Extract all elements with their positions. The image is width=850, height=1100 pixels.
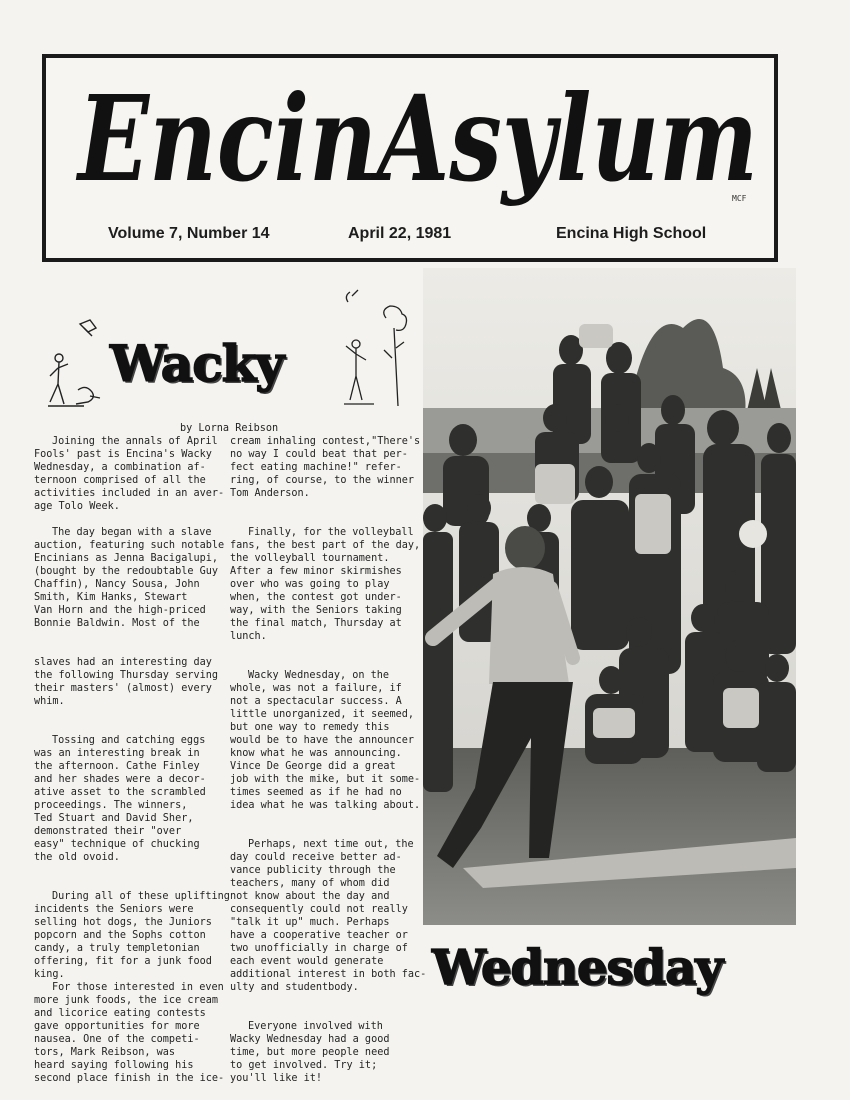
- col2-line: have a cooperative teacher or: [230, 930, 408, 941]
- col2-line: consequently could not really: [230, 904, 408, 915]
- headline-wednesday: Wednesday: [432, 940, 723, 996]
- col1-line: king.: [34, 969, 65, 980]
- col1-line: The day began with a slave: [52, 527, 212, 538]
- col2-line: not know about the day and: [230, 891, 390, 902]
- stick-figure-doodle-left: [44, 318, 114, 410]
- masthead-box: [42, 54, 778, 262]
- col2-line: vance publicity through the: [230, 865, 396, 876]
- article-column-2: [230, 435, 426, 1085]
- col2-line: Wacky Wednesday, on the: [248, 670, 390, 681]
- group-photo: [423, 268, 796, 925]
- col2-line: fans, the best part of the day,: [230, 540, 421, 551]
- col1-line: incidents the Seniors were: [34, 904, 194, 915]
- col1-line: nausea. One of the competi-: [34, 1034, 200, 1045]
- col1-line: Encinians as Jenna Bacigalupi,: [34, 553, 219, 564]
- col1-line: second place finish in the ice-: [34, 1073, 225, 1084]
- col2-line: ring, of course, to the winner: [230, 475, 415, 486]
- col1-line: slaves had an interesting day: [34, 657, 212, 668]
- col1-line: gave opportunities for more: [34, 1021, 200, 1032]
- col1-line: ative asset to the scrambled: [34, 787, 206, 798]
- col2-line: little unorganized, it seemed,: [230, 709, 415, 720]
- col2-line: way, with the Seniors taking: [230, 605, 402, 616]
- col2-line: over who was going to play: [230, 579, 390, 590]
- col2-line: you'll like it!: [230, 1073, 323, 1084]
- col1-line: ternoon comprised of all the: [34, 475, 206, 486]
- col1-line: the old ovoid.: [34, 852, 120, 863]
- col1-line: Joining the annals of April: [52, 436, 218, 447]
- tree-figure-doodle: [334, 288, 414, 412]
- col1-line: For those interested in even: [52, 982, 224, 993]
- col1-line: (bought by the redoubtable Guy: [34, 566, 219, 577]
- col2-line: Wacky Wednesday had a good: [230, 1034, 390, 1045]
- col2-line: to get involved. Try it;: [230, 1060, 378, 1071]
- col1-line: was an interesting break in: [34, 748, 200, 759]
- col2-line: cream inhaling contest,"There's: [230, 436, 421, 447]
- col2-line: each event would generate: [230, 956, 384, 967]
- col1-line: more junk foods, the ice cream: [34, 995, 219, 1006]
- col1-line: Tossing and catching eggs: [52, 735, 206, 746]
- col1-line: easy" technique of chucking: [34, 839, 200, 850]
- col2-line: Finally, for the volleyball: [248, 527, 414, 538]
- col1-line: tors, Mark Reibson, was: [34, 1047, 176, 1058]
- col1-line: age Tolo Week.: [34, 501, 120, 512]
- col2-line: lunch.: [230, 631, 267, 642]
- col1-line: Wednesday, a combination af-: [34, 462, 206, 473]
- col2-line: no way I could beat that per-: [230, 449, 408, 460]
- col2-line: teachers, many of whom did: [230, 878, 390, 889]
- col1-line: activities included in an aver-: [34, 488, 225, 499]
- col2-line: Vince De George did a great: [230, 761, 396, 772]
- col1-line: demonstrated their "over: [34, 826, 182, 837]
- col2-line: but one way to remedy this: [230, 722, 390, 733]
- col1-line: popcorn and the Sophs cotton: [34, 930, 206, 941]
- headline-wacky: Wacky: [110, 334, 284, 393]
- byline: [180, 422, 278, 435]
- col2-line: Tom Anderson.: [230, 488, 310, 499]
- col1-line: offering, fit for a junk food: [34, 956, 212, 967]
- artist-initials: MCF: [732, 194, 747, 203]
- col2-line: the volleyball tournament.: [230, 553, 390, 564]
- col1-line: auction, featuring such notable: [34, 540, 225, 551]
- col1-line: proceedings. The winners,: [34, 800, 188, 811]
- col1-line: Bonnie Baldwin. Most of the: [34, 618, 200, 629]
- masthead-logo: [74, 60, 764, 220]
- col2-line: job with the mike, but it some-: [230, 774, 421, 785]
- col2-line: Perhaps, next time out, the: [248, 839, 414, 850]
- col1-line: and licorice eating contests: [34, 1008, 206, 1019]
- col1-line: Chaffin), Nancy Sousa, John: [34, 579, 200, 590]
- col1-line: the afternoon. Cathe Finley: [34, 761, 200, 772]
- col2-line: After a few minor skirmishes: [230, 566, 402, 577]
- volume-number: Volume 7, Number 14: [108, 225, 270, 242]
- col2-line: Everyone involved with: [248, 1021, 383, 1032]
- col1-line: their masters' (almost) every: [34, 683, 212, 694]
- school-name: Encina High School: [556, 225, 707, 242]
- col1-line: the following Thursday serving: [34, 670, 219, 681]
- col1-line: Smith, Kim Hanks, Stewart: [34, 592, 188, 603]
- col2-line: whole, was not a failure, if: [230, 683, 402, 694]
- col2-line: time, but more people need: [230, 1047, 390, 1058]
- col2-line: additional interest in both fac-: [230, 969, 427, 980]
- byline-text: by Lorna Reibson: [180, 423, 279, 434]
- col2-line: the final match, Thursday at: [230, 618, 402, 629]
- article-column-1: [34, 435, 230, 1085]
- col1-line: During all of these uplifting: [52, 891, 230, 902]
- col2-line: "talk it up" much. Perhaps: [230, 917, 390, 928]
- col2-line: when, the contest got under-: [230, 592, 402, 603]
- col2-line: times seemed as if he had no: [230, 787, 402, 798]
- col2-line: fect eating machine!" refer-: [230, 462, 402, 473]
- col2-line: would be to have the announcer: [230, 735, 415, 746]
- col1-line: and her shades were a decor-: [34, 774, 206, 785]
- col2-line: know what he was announcing.: [230, 748, 402, 759]
- col1-line: Fools' past is Encina's Wacky: [34, 449, 212, 460]
- col2-line: ulty and studentbody.: [230, 982, 359, 993]
- masthead-title: EncinAsylum: [75, 69, 759, 208]
- col2-line: two unofficially in charge of: [230, 943, 408, 954]
- col2-line: not a spectacular success. A: [230, 696, 402, 707]
- col2-line: day could receive better ad-: [230, 852, 402, 863]
- col1-line: selling hot dogs, the Juniors: [34, 917, 212, 928]
- issue-date: April 22, 1981: [348, 225, 452, 242]
- col1-line: Van Horn and the high-priced: [34, 605, 206, 616]
- col2-line: idea what he was talking about.: [230, 800, 421, 811]
- col1-line: candy, a truly templetonian: [34, 943, 200, 954]
- col1-line: heard saying following his: [34, 1060, 194, 1071]
- col1-line: whim.: [34, 696, 65, 707]
- col1-line: Ted Stuart and David Sher,: [34, 813, 194, 824]
